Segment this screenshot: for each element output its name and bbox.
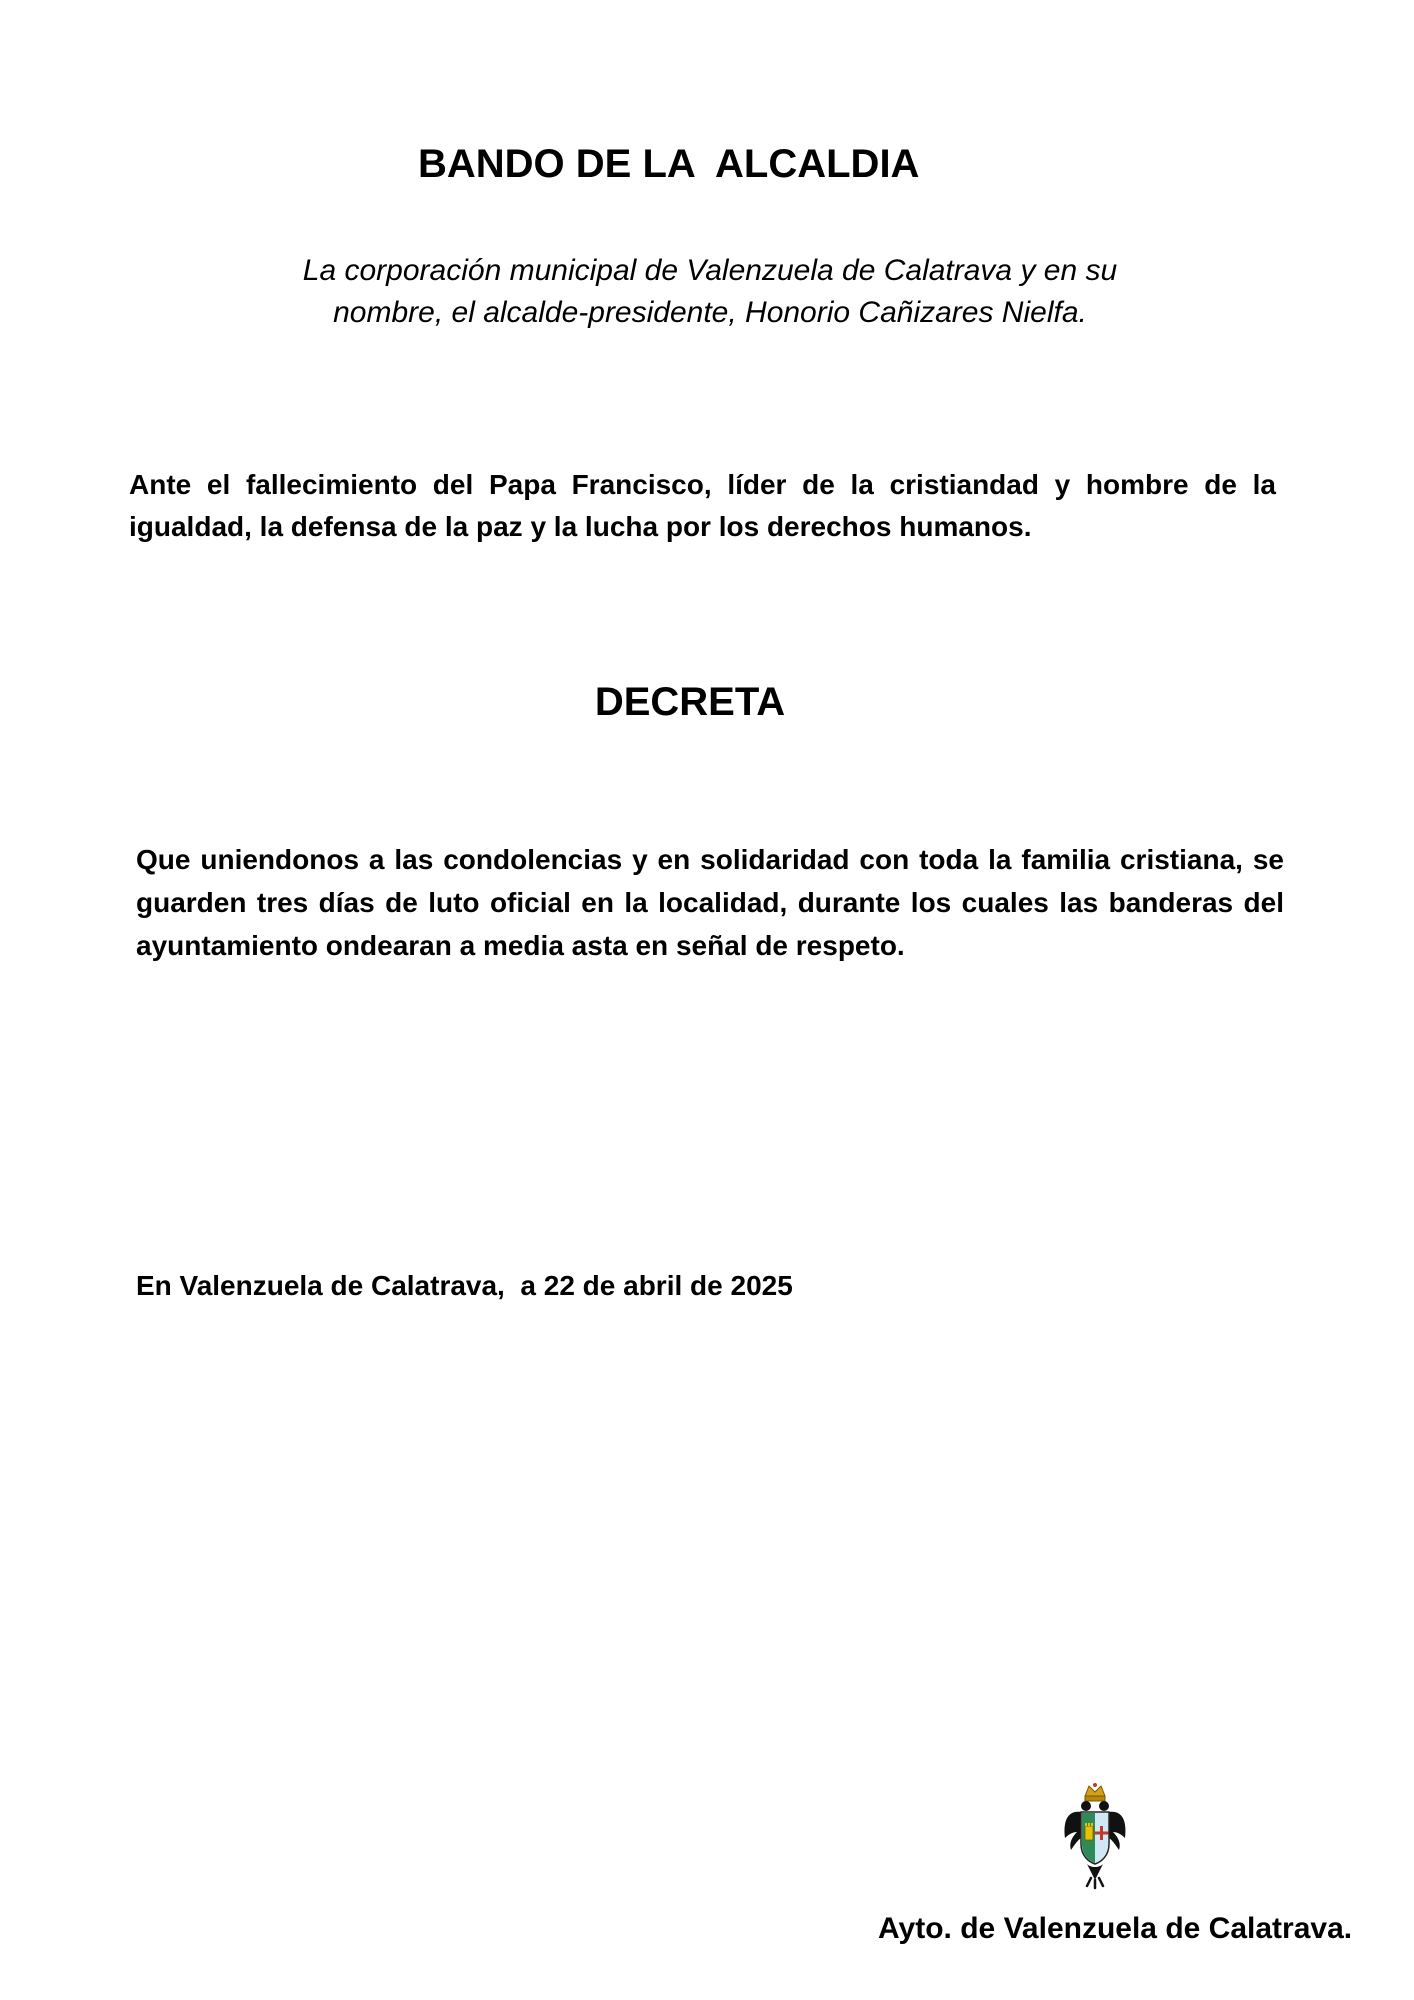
preamble-paragraph: Ante el fallecimiento del Papa Francisco, líder de la cristiandad y hombre de la igualdad, la defensa de la paz y la lucha por los derechos humanos.: [129, 469, 1276, 542]
signature-line: Ayto. de Valenzuela de Calatrava.: [878, 1912, 1353, 1945]
document-title: BANDO DE LA ALCALDIA: [418, 142, 920, 186]
decree-paragraph: Que uniendonos a las condolencias y en solidaridad con toda la familia cristiana, se guarden tres días de luto oficial en la localidad, durante los cuales las banderas del ayuntamiento ondearan a media asta en señal de respeto.: [136, 844, 1284, 961]
intro-line-2: nombre, el alcalde-presidente, Honorio Cañizares Nielfa.: [333, 296, 1087, 329]
dateline: En Valenzuela de Calatrava, a 22 de abril de 2025: [136, 1270, 793, 1301]
decree-heading: DECRETA: [594, 680, 786, 724]
intro-paragraph: [240, 250, 1180, 334]
intro-line-1: La corporación municipal de Valenzuela de Calatrava y en su: [302, 254, 1118, 287]
coat-of-arms-icon: [1063, 1782, 1127, 1892]
